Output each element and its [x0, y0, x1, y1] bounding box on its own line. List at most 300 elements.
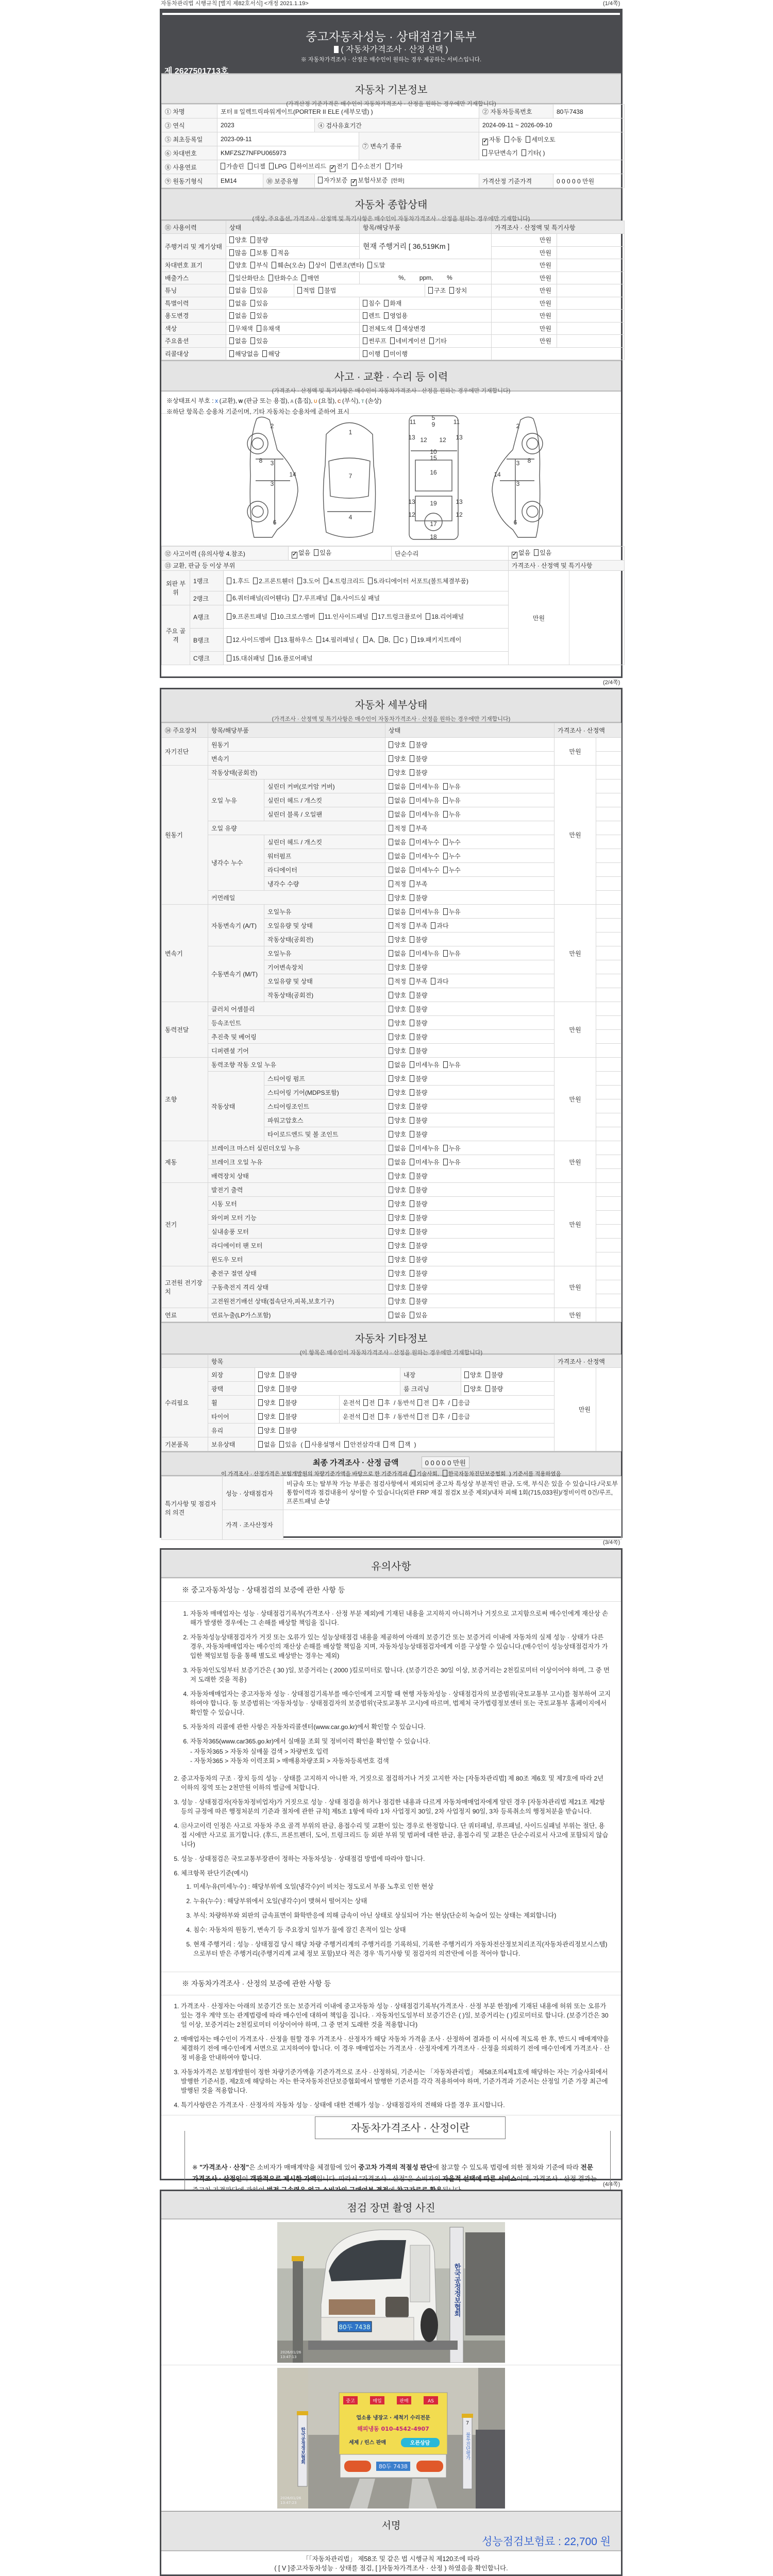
checkbox-option[interactable] — [229, 249, 247, 257]
checkbox-option[interactable] — [526, 136, 555, 143]
checkbox-icon[interactable] — [279, 1371, 284, 1378]
checkbox-option[interactable] — [384, 350, 408, 358]
checkbox-option[interactable] — [389, 936, 406, 943]
checkbox-icon[interactable] — [229, 249, 234, 256]
checkbox-option[interactable] — [227, 655, 265, 662]
checkbox-icon[interactable] — [389, 769, 393, 776]
checkbox-icon[interactable] — [410, 1173, 414, 1179]
checkbox-icon[interactable] — [410, 1200, 414, 1207]
checkbox-option[interactable] — [410, 880, 427, 888]
checkbox-option[interactable] — [410, 825, 427, 832]
checkbox-option[interactable] — [410, 1117, 427, 1124]
checkbox-icon[interactable] — [410, 825, 414, 832]
checkbox-icon[interactable] — [297, 578, 302, 584]
checkbox-option[interactable] — [268, 655, 313, 662]
checkbox-icon[interactable] — [279, 1441, 284, 1448]
checkbox-option[interactable] — [272, 262, 305, 269]
checkbox-option[interactable] — [379, 636, 390, 643]
checkbox-option[interactable] — [429, 337, 447, 345]
checkbox-option[interactable] — [363, 300, 380, 307]
checkbox-icon[interactable] — [250, 262, 255, 268]
checkbox-option[interactable] — [221, 163, 244, 170]
checkbox-icon[interactable] — [319, 613, 324, 620]
checkbox-option[interactable] — [389, 1075, 406, 1082]
checkbox-option[interactable] — [389, 783, 406, 790]
checkbox-icon[interactable] — [389, 1228, 393, 1235]
checkbox-option[interactable] — [363, 636, 375, 643]
checkbox-option[interactable] — [305, 1441, 341, 1448]
checkbox-option[interactable] — [389, 1270, 406, 1277]
checkbox-icon[interactable] — [410, 867, 414, 873]
checkbox-option[interactable] — [227, 613, 267, 620]
checkbox-option[interactable] — [292, 549, 310, 556]
checkbox-option[interactable] — [368, 578, 468, 585]
checkbox-option[interactable] — [330, 163, 348, 170]
checkbox-icon[interactable] — [410, 1020, 414, 1026]
checkbox-icon[interactable] — [316, 636, 321, 643]
checkbox-option[interactable] — [389, 964, 406, 971]
checkbox-icon[interactable] — [258, 1441, 263, 1448]
checkbox-icon[interactable] — [410, 769, 414, 776]
checkbox-option[interactable] — [389, 1187, 406, 1194]
checkbox-icon[interactable] — [389, 867, 393, 873]
checkbox-icon[interactable] — [379, 636, 383, 643]
checkbox-option[interactable] — [534, 549, 551, 556]
checkbox-icon[interactable] — [389, 1006, 393, 1012]
checkbox-icon[interactable] — [443, 950, 448, 957]
checkbox-option[interactable] — [410, 867, 439, 874]
checkbox-icon[interactable] — [389, 880, 393, 887]
checkbox-icon[interactable] — [389, 1173, 393, 1179]
checkbox-option[interactable] — [389, 867, 406, 874]
checkbox-icon[interactable] — [410, 1089, 414, 1096]
checkbox-option[interactable] — [410, 964, 427, 971]
checkbox-option[interactable] — [229, 312, 247, 319]
checkbox-option[interactable] — [390, 337, 426, 345]
checkbox-option[interactable] — [258, 1441, 276, 1448]
checkbox-option[interactable] — [268, 275, 298, 282]
checkbox-option[interactable] — [272, 249, 289, 257]
checkbox-option[interactable] — [275, 636, 313, 643]
checkbox-option[interactable] — [293, 595, 328, 602]
checkbox-option[interactable] — [389, 1117, 406, 1124]
checkbox-option[interactable] — [319, 613, 368, 620]
checkbox-icon[interactable] — [389, 1103, 393, 1110]
checkbox-option[interactable] — [410, 1270, 427, 1277]
checkbox-icon[interactable] — [410, 992, 414, 998]
checkbox-icon[interactable] — [389, 1047, 393, 1054]
checkbox-icon[interactable] — [389, 1145, 393, 1151]
checkbox-option[interactable] — [301, 275, 319, 282]
checkbox-icon[interactable] — [410, 1033, 414, 1040]
checkbox-icon[interactable] — [271, 613, 276, 620]
checkbox-icon[interactable] — [410, 1270, 414, 1277]
checkbox-icon[interactable] — [396, 325, 400, 332]
checkbox-icon[interactable] — [389, 950, 393, 957]
checkbox-icon[interactable] — [443, 797, 448, 804]
checkbox-option[interactable] — [318, 287, 336, 294]
checkbox-icon[interactable] — [417, 1413, 422, 1420]
checkbox-option[interactable] — [324, 578, 364, 585]
checked-box-icon[interactable]: ✓ — [292, 551, 297, 557]
checkbox-option[interactable] — [378, 1413, 390, 1420]
checkbox-option[interactable] — [464, 1371, 482, 1379]
checkbox-option[interactable] — [279, 1371, 297, 1379]
checkbox-option[interactable] — [452, 1399, 470, 1406]
checkbox-icon[interactable] — [384, 350, 389, 357]
checkbox-icon[interactable] — [452, 1399, 457, 1406]
checkbox-icon[interactable] — [443, 867, 448, 873]
checkbox-icon[interactable] — [229, 350, 234, 357]
checkbox-option[interactable] — [389, 797, 406, 804]
checkbox-icon[interactable] — [411, 1470, 415, 1477]
checkbox-option[interactable] — [410, 1214, 427, 1222]
checkbox-option[interactable] — [410, 1061, 439, 1069]
checkbox-option[interactable] — [443, 783, 461, 790]
checkbox-option[interactable] — [410, 1173, 427, 1180]
checkbox-icon[interactable] — [389, 825, 393, 832]
checkbox-option[interactable] — [443, 839, 461, 846]
checkbox-icon[interactable] — [410, 1228, 414, 1235]
checkbox-icon[interactable] — [250, 249, 255, 256]
checkbox-icon[interactable] — [410, 908, 414, 915]
checkbox-option[interactable] — [229, 325, 253, 332]
checkbox-icon[interactable] — [363, 350, 367, 357]
checkbox-icon[interactable] — [250, 287, 255, 294]
checkbox-option[interactable] — [250, 300, 268, 307]
checkbox-icon[interactable] — [410, 839, 414, 845]
checkbox-icon[interactable] — [384, 312, 389, 319]
checkbox-option[interactable] — [411, 1471, 439, 1477]
checkbox-option[interactable] — [389, 769, 406, 776]
checkbox-option[interactable] — [262, 350, 280, 358]
checkbox-icon[interactable] — [293, 595, 298, 601]
checkbox-option[interactable] — [410, 1242, 427, 1249]
checkbox-icon[interactable] — [318, 177, 323, 183]
checkbox-icon[interactable] — [522, 149, 526, 156]
checkbox-icon[interactable] — [272, 262, 276, 268]
checkbox-icon[interactable] — [443, 811, 448, 818]
checkbox-icon[interactable] — [229, 287, 234, 294]
checkbox-option[interactable] — [410, 1200, 427, 1208]
checkbox-icon[interactable] — [297, 287, 302, 294]
checkbox-option[interactable] — [389, 1020, 406, 1027]
checkbox-option[interactable] — [389, 1298, 406, 1305]
checkbox-icon[interactable] — [429, 337, 434, 344]
checkbox-option[interactable] — [410, 922, 427, 929]
checkbox-icon[interactable] — [410, 755, 414, 762]
checkbox-option[interactable] — [389, 811, 406, 818]
checkbox-option[interactable] — [410, 1089, 427, 1096]
checkbox-option[interactable] — [433, 1399, 445, 1406]
checkbox-option[interactable] — [417, 1413, 429, 1420]
checkbox-icon[interactable] — [378, 1413, 383, 1420]
checkbox-option[interactable] — [410, 1075, 427, 1082]
checkbox-icon[interactable] — [443, 1159, 448, 1165]
checkbox-icon[interactable] — [389, 1298, 393, 1304]
checkbox-option[interactable] — [351, 177, 388, 184]
checkbox-icon[interactable] — [410, 1145, 414, 1151]
checkbox-option[interactable] — [431, 922, 448, 929]
checkbox-option[interactable] — [271, 613, 315, 620]
checkbox-icon[interactable] — [372, 613, 377, 620]
checkbox-icon[interactable] — [229, 312, 234, 319]
checkbox-option[interactable] — [410, 992, 427, 999]
checkbox-icon[interactable] — [431, 978, 435, 985]
checkbox-option[interactable] — [389, 839, 406, 846]
checkbox-icon[interactable] — [410, 1187, 414, 1193]
checkbox-option[interactable] — [279, 1399, 297, 1406]
checkbox-option[interactable] — [394, 636, 408, 643]
checkbox-icon[interactable] — [384, 300, 389, 307]
checkbox-option[interactable] — [372, 613, 422, 620]
checkbox-icon[interactable] — [410, 1006, 414, 1012]
checkbox-icon[interactable] — [410, 950, 414, 957]
checkbox-icon[interactable] — [410, 811, 414, 818]
checkbox-icon[interactable] — [410, 880, 414, 887]
checkbox-icon[interactable] — [229, 337, 234, 344]
checkbox-icon[interactable] — [363, 300, 367, 307]
inspection-photo-rear[interactable] — [277, 2368, 505, 2509]
checkbox-option[interactable] — [410, 1006, 427, 1013]
checkbox-option[interactable] — [410, 1159, 439, 1166]
checkbox-option[interactable] — [229, 337, 247, 345]
checkbox-icon[interactable] — [389, 1159, 393, 1165]
checkbox-option[interactable] — [227, 636, 271, 643]
checkbox-option[interactable] — [389, 1256, 406, 1263]
checkbox-icon[interactable] — [227, 636, 231, 643]
checkbox-option[interactable] — [449, 287, 467, 294]
checkbox-option[interactable] — [253, 578, 294, 585]
checkbox-option[interactable] — [389, 922, 406, 929]
checkbox-icon[interactable] — [258, 1413, 263, 1420]
checkbox-icon[interactable] — [389, 1033, 393, 1040]
checkbox-icon[interactable] — [443, 1145, 448, 1151]
checkbox-icon[interactable] — [268, 655, 273, 662]
checkbox-icon[interactable] — [534, 549, 539, 556]
checkbox-option[interactable] — [389, 1145, 406, 1152]
checkbox-icon[interactable] — [410, 964, 414, 971]
checkbox-option[interactable] — [410, 853, 439, 860]
checkbox-icon[interactable] — [389, 936, 393, 943]
checkbox-icon[interactable] — [389, 908, 393, 915]
checked-box-icon[interactable]: ✓ — [483, 138, 488, 144]
checkbox-option[interactable] — [452, 1413, 470, 1420]
checkbox-icon[interactable] — [410, 1159, 414, 1165]
checkbox-icon[interactable] — [250, 236, 255, 243]
checkbox-icon[interactable] — [410, 797, 414, 804]
checkbox-option[interactable] — [389, 992, 406, 999]
checkbox-icon[interactable] — [257, 325, 261, 332]
checkbox-icon[interactable] — [258, 1371, 263, 1378]
checkbox-icon[interactable] — [410, 1117, 414, 1124]
checkbox-icon[interactable] — [389, 1089, 393, 1096]
checkbox-option[interactable] — [443, 1159, 461, 1166]
checkbox-icon[interactable] — [410, 922, 414, 929]
checkbox-option[interactable] — [417, 1399, 429, 1406]
checkbox-option[interactable] — [279, 1413, 297, 1420]
checkbox-icon[interactable] — [229, 262, 234, 268]
checkbox-option[interactable] — [396, 325, 425, 332]
checkbox-option[interactable] — [389, 880, 406, 888]
checkbox-icon[interactable] — [410, 853, 414, 859]
checkbox-icon[interactable] — [363, 337, 367, 344]
checkbox-option[interactable] — [363, 350, 380, 358]
checkbox-icon[interactable] — [268, 275, 273, 281]
checkbox-icon[interactable] — [417, 1399, 422, 1406]
checkbox-option[interactable] — [314, 549, 331, 556]
checkbox-icon[interactable] — [363, 325, 367, 332]
checkbox-option[interactable] — [389, 1284, 406, 1291]
checkbox-option[interactable] — [410, 936, 427, 943]
checkbox-option[interactable] — [431, 978, 448, 985]
checkbox-option[interactable] — [229, 300, 247, 307]
checkbox-option[interactable] — [297, 578, 320, 585]
checkbox-option[interactable] — [258, 1385, 276, 1393]
checkbox-icon[interactable] — [399, 1441, 404, 1448]
checked-box-icon[interactable]: ✓ — [351, 179, 357, 185]
checkbox-option[interactable] — [309, 262, 327, 269]
checkbox-option[interactable] — [410, 1228, 427, 1235]
checkbox-icon[interactable] — [410, 936, 414, 943]
checkbox-icon[interactable] — [368, 578, 373, 584]
checkbox-option[interactable] — [389, 1047, 406, 1055]
checkbox-option[interactable] — [428, 287, 446, 294]
checkbox-option[interactable] — [410, 1047, 427, 1055]
checkbox-option[interactable] — [363, 1413, 375, 1420]
checkbox-icon[interactable] — [485, 1371, 490, 1378]
checkbox-option[interactable] — [443, 950, 461, 957]
checkbox-option[interactable] — [257, 325, 280, 332]
checkbox-icon[interactable] — [309, 262, 314, 268]
checkbox-icon[interactable] — [279, 1413, 284, 1420]
checkbox-icon[interactable] — [426, 613, 430, 620]
checked-box-icon[interactable]: ✓ — [512, 551, 517, 557]
checkbox-icon[interactable] — [227, 613, 231, 620]
checkbox-icon[interactable] — [389, 1117, 393, 1124]
checked-box-icon[interactable]: ✓ — [330, 165, 335, 171]
checkbox-icon[interactable] — [344, 1441, 349, 1448]
checkbox-option[interactable] — [443, 1471, 506, 1477]
checkbox-option[interactable] — [363, 1399, 375, 1406]
checkbox-icon[interactable] — [363, 636, 368, 643]
checkbox-icon[interactable] — [269, 163, 274, 170]
checkbox-option[interactable] — [389, 853, 406, 860]
checkbox-icon[interactable] — [389, 1075, 393, 1082]
checkbox-option[interactable] — [389, 1033, 406, 1041]
checkbox-icon[interactable] — [367, 262, 372, 268]
checkbox-icon[interactable] — [389, 1020, 393, 1026]
checkbox-icon[interactable] — [389, 1312, 393, 1318]
checkbox-option[interactable] — [410, 1298, 427, 1305]
checkbox-option[interactable] — [229, 350, 259, 358]
checkbox-icon[interactable] — [443, 908, 448, 915]
checkbox-option[interactable] — [482, 136, 501, 143]
checkbox-option[interactable] — [389, 1312, 406, 1319]
checkbox-icon[interactable] — [258, 1385, 263, 1392]
checkbox-icon[interactable] — [229, 300, 234, 307]
checkbox-option[interactable] — [410, 783, 439, 790]
checkbox-icon[interactable] — [443, 783, 448, 790]
checkbox-icon[interactable] — [410, 1284, 414, 1291]
checkbox-option[interactable] — [410, 950, 439, 957]
checkbox-option[interactable] — [363, 337, 386, 345]
checkbox-option[interactable] — [330, 262, 364, 269]
checkbox-icon[interactable] — [250, 312, 255, 319]
checkbox-icon[interactable] — [410, 1242, 414, 1249]
checkbox-icon[interactable] — [410, 1047, 414, 1054]
checkbox-icon[interactable] — [433, 1399, 438, 1406]
checkbox-option[interactable] — [410, 908, 439, 916]
checkbox-icon[interactable] — [389, 1270, 393, 1277]
checkbox-icon[interactable] — [443, 853, 448, 859]
checkbox-icon[interactable] — [227, 655, 231, 662]
checkbox-option[interactable] — [258, 1413, 276, 1420]
checkbox-icon[interactable] — [410, 783, 414, 790]
checkbox-option[interactable] — [389, 1173, 406, 1180]
checkbox-option[interactable] — [410, 1020, 427, 1027]
checkbox-option[interactable] — [250, 236, 268, 244]
checkbox-option[interactable] — [344, 1441, 380, 1448]
checkbox-option[interactable] — [250, 249, 268, 257]
checkbox-option[interactable] — [363, 325, 392, 332]
checkbox-option[interactable] — [389, 894, 406, 902]
checkbox-icon[interactable] — [275, 636, 279, 643]
checkbox-icon[interactable] — [389, 755, 393, 762]
checkbox-option[interactable] — [410, 755, 427, 762]
checkbox-icon[interactable] — [411, 636, 416, 643]
checkbox-icon[interactable] — [253, 578, 258, 584]
checkbox-icon[interactable] — [389, 1214, 393, 1221]
checkbox-icon[interactable] — [389, 978, 393, 985]
checkbox-icon[interactable] — [410, 894, 414, 901]
checkbox-option[interactable] — [389, 1089, 406, 1096]
checkbox-option[interactable] — [258, 1399, 276, 1406]
checkbox-icon[interactable] — [250, 337, 255, 344]
checkbox-option[interactable] — [389, 1061, 406, 1069]
checkbox-option[interactable] — [389, 1159, 406, 1166]
checkbox-icon[interactable] — [389, 839, 393, 845]
checkbox-option[interactable] — [410, 1312, 427, 1319]
checkbox-icon[interactable] — [485, 1385, 490, 1392]
checkbox-icon[interactable] — [410, 1298, 414, 1304]
checkbox-icon[interactable] — [505, 136, 509, 143]
checkbox-option[interactable] — [389, 1200, 406, 1208]
checkbox-option[interactable] — [318, 177, 347, 184]
checkbox-icon[interactable] — [324, 578, 328, 584]
checkbox-option[interactable] — [389, 1242, 406, 1249]
checkbox-icon[interactable] — [279, 1399, 284, 1406]
checkbox-option[interactable] — [410, 894, 427, 902]
checkbox-icon[interactable] — [526, 136, 530, 143]
checkbox-icon[interactable] — [464, 1371, 469, 1378]
checkbox-option[interactable] — [443, 797, 461, 804]
checkbox-icon[interactable] — [443, 1470, 447, 1477]
checkbox-option[interactable] — [269, 163, 287, 170]
checkbox-option[interactable] — [248, 163, 265, 170]
checkbox-icon[interactable] — [410, 1214, 414, 1221]
checkbox-icon[interactable] — [352, 163, 357, 170]
checkbox-option[interactable] — [410, 1284, 427, 1291]
checkbox-option[interactable] — [411, 636, 461, 643]
checkbox-icon[interactable] — [330, 262, 335, 268]
checkbox-icon[interactable] — [394, 636, 398, 643]
checkbox-icon[interactable] — [389, 992, 393, 998]
checkbox-option[interactable] — [316, 636, 360, 643]
checkbox-option[interactable] — [426, 613, 464, 620]
checkbox-icon[interactable] — [227, 578, 231, 584]
checkbox-option[interactable] — [433, 1413, 445, 1420]
